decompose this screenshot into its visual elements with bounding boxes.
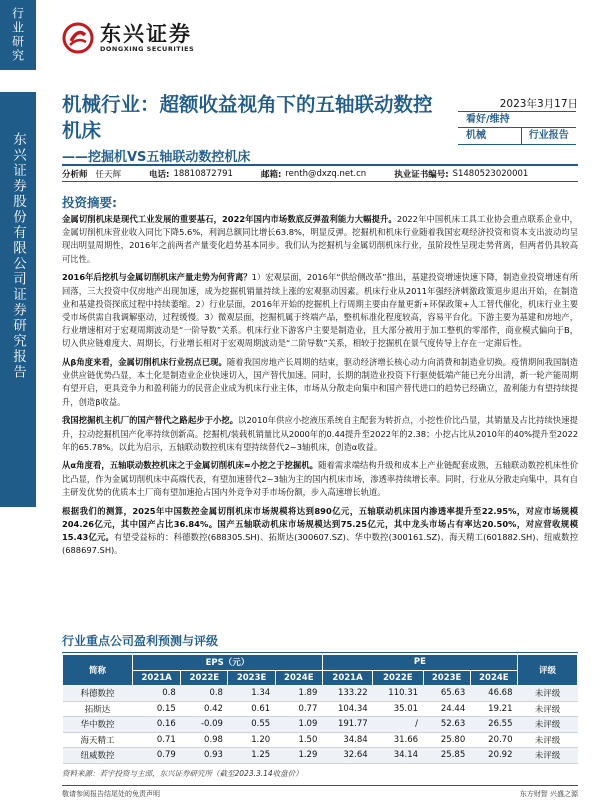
logo-cn-text: 东兴证券 [100, 22, 192, 46]
col-header-year: 2021A [133, 670, 181, 686]
forecast-table-heading: 行业重点公司盈利预测与评级 [62, 632, 578, 653]
footer-slogan: 东方财智 兴盛之源 [519, 790, 578, 798]
rating-cell: 未评级 [518, 686, 578, 702]
analyst-email: renth@dxzq.net.cn [285, 168, 367, 179]
value-cell: 1.89 [275, 686, 322, 702]
col-header-year: 2022E [181, 670, 228, 686]
company-name-cell: 科德数控 [63, 686, 133, 702]
value-cell: 0.71 [156, 734, 176, 745]
value-cell: 1.20 [251, 734, 271, 745]
value-cell: 25.85 [423, 748, 470, 764]
value-cell: 0.42 [204, 703, 223, 714]
value-cell: 24.44 [440, 703, 466, 714]
analyst-name: 任天辉 [95, 169, 122, 180]
report-subtitle: ——挖掘机VS五轴联动数控机床 [62, 150, 251, 165]
tag-industry: 机械 [458, 128, 522, 144]
col-header-pe: PE [322, 655, 517, 671]
value-cell: -0.09 [181, 717, 228, 733]
value-cell: 26.55 [470, 717, 517, 733]
company-logo [62, 22, 194, 54]
summary-paragraph: 金属切削机床是现代工业发展的重要基石，2022年国内市场数底反弹盈利能力大幅提升。2022年中国机床工具工业协会重点联系企业中，金属切削机床营业收入同比下降5.6%，利润总额同比增长63.8%，明显反弹。挖掘机和机床行业随着我国宏观经济投资和资本支出波动均呈现出明显周期性，2016年之前两者产量变化趋势基本同步。我们认为挖掘机与金属切削机床行业，虽阶段性呈现走势背离，但两者仍具较高可比性。 [62, 214, 578, 264]
sidebar-report-type: 行业研究 [0, 0, 36, 70]
rating-cell: 未评级 [518, 717, 578, 733]
col-header-year: 2021A [322, 670, 372, 686]
table-row [63, 701, 578, 717]
value-cell: 1.50 [298, 734, 318, 745]
report-date: 2023年3月17日 [499, 98, 578, 110]
analyst-bar [62, 164, 578, 182]
value-cell: 104.34 [337, 703, 368, 714]
value-cell: 35.01 [393, 703, 419, 714]
forecast-table [62, 654, 578, 764]
summary-paragraph: 2016年后挖机与金属切削机床产量走势为何背离？1）宏观层面，2016年“供给侧改革”推出，基建投资增速快速下降，制造业投资增速有所回落，三大投资中仅房地产出现加速，成为挖掘机销量持续上涨的宏观驱动因素。机床行业从2011年强经济刺激政策退步退出开始，在制造业和基建投资探底过程中持续萎缩。2）行业层面，2016年开始的挖掘机上行周期主要由存量更新+环保政策+人工替代催化，机床行业主要受市场供需自我调解驱动，过程缓慢。3）微观层面，挖掘机属于终端产品，整机标准化程度较高，容易平台化。下游主要为基建和房地产，行业增速相对于宏观周期波动是“一阶导数”关系。机床行业下游客户主要是制造业，且大部分被用于加工整机的零部件，商业模式偏向于B，切入供应链难度大、周期长，行业增长相对于宏观周期波动是“二阶导数”关系，相较于挖掘机在景气度传导上存在一定滞后性。 [62, 272, 578, 349]
value-cell: 34.14 [373, 748, 423, 764]
summary-heading: 投资摘要: [62, 195, 117, 210]
summary-paragraph: 根据我们的测算，2025年中国数控金属切削机床市场规模将达到890亿元，五轴联动机床国内渗透率提升至22.95%，对应市场规模204.26亿元，其中国产占比36.84%。国产五轴联动机床市场规模达到75.25亿元，其中龙头市场占有率达20.50%，对应营收规模15.43亿元。有望受益标的：科德数控(688305.SH)、拓斯达(300607.SZ)、华中数控(300161.SZ)、海天精工(601882.SH)、纽威数控(688697.SH)。 [62, 505, 578, 556]
value-cell: / [373, 717, 423, 733]
value-cell: 0.61 [251, 703, 271, 714]
value-cell: 0.55 [228, 717, 275, 733]
value-cell: 52.63 [423, 717, 470, 733]
value-cell: 110.31 [373, 686, 423, 702]
summary-paragraph: 从β角度来看，金属切削机床行业拐点已现。随着我国房地产长周期的结束，驱动经济增长核心动力向消费和制造业切换。疫情期间我国制造业供应链优势凸显，本土化是制造业企业快速切入，国产替代加速。同时，长期的制造业投资下行驱使低端产能已充分出清，新一轮产能周期有望开启，更具竞争力和盈利能力的民营企业成为机床行业主体，市场从分散走向集中和国产替代进口的趋势已经确立，盈利能力有望持续提升，创造β收益。 [62, 357, 578, 407]
col-header-year: 2022E [373, 670, 423, 686]
value-cell: 0.98 [204, 734, 223, 745]
value-cell: 25.80 [440, 734, 466, 745]
value-cell: 191.77 [322, 717, 372, 733]
value-cell: 0.79 [133, 748, 181, 764]
value-cell: 31.66 [393, 734, 419, 745]
analyst-phone: 18810872791 [173, 168, 233, 179]
rating-box [458, 111, 576, 145]
value-cell: 1.34 [228, 686, 275, 702]
col-header-eps: EPS（元） [133, 655, 323, 671]
value-cell: 0.16 [133, 717, 181, 733]
company-name-cell: 纽威数控 [63, 748, 133, 764]
logo-emblem-icon [62, 22, 94, 54]
rating-cell: 未评级 [518, 748, 578, 764]
value-cell: 20.92 [470, 748, 517, 764]
value-cell: 46.68 [470, 686, 517, 702]
summary-paragraph: 我国挖掘机主机厂的国产替代之路起步于小挖。以2010年供应小挖液压系统自主配套为转折点，小挖性价比凸显，其销量及占比持续快速提升，拉动挖掘机国产化率持续创新高。挖掘机/装载机销量比从2000年的0.44提升至2022年的2.38；小挖占比从2010年的40%提升至2022年的65.78%。以此为启示，五轴联动数控机床有望持续替代2~3轴机床，创造α收益。 [62, 415, 579, 452]
analyst-license: S1480523020001 [452, 168, 529, 179]
col-header-name: 简称 [63, 655, 133, 686]
table-source-note: 资料来源：若宇投资与主部，东兴证券研究所（截至2023.3.14收盘价） [62, 769, 303, 778]
table-row [63, 732, 578, 748]
sidebar-company-label: 东兴证券股份有限公司证券研究报告 [0, 92, 36, 507]
value-cell: 1.09 [275, 717, 322, 733]
value-cell: 0.77 [298, 703, 318, 714]
rating-label: 看好/维持 [466, 114, 510, 125]
logo-en-text: DONGXING SECURITIES [100, 45, 195, 53]
tag-report-type: 行业报告 [528, 130, 569, 141]
value-cell: 65.63 [423, 686, 470, 702]
email-label: 邮箱: [260, 169, 282, 180]
col-header-year: 2024E [470, 670, 517, 686]
value-cell: 0.8 [181, 686, 228, 702]
license-label: 执业证书编号: [394, 169, 449, 180]
table-row [63, 686, 578, 702]
value-cell: 1.29 [275, 748, 322, 764]
report-title: 机械行业：超额收益视角下的五轴联动数控机床 [62, 93, 433, 142]
phone-label: 电话: [149, 169, 170, 180]
analyst-role: 分析师 [62, 169, 88, 180]
value-cell: 0.93 [181, 748, 228, 764]
value-cell: 20.70 [488, 734, 513, 745]
value-cell: 0.15 [156, 703, 176, 714]
summary-paragraph: 从α角度看，五轴联动数控机床之于金属切削机床≈小挖之于挖掘机。随着需求端结构升级和成本上产业链配套成熟，五轴联动数控机床性价比凸显，作为金属切削机床中高端代表，有望加速替代2~3轴为主的国内机床市场，渗透率持续增长率。同时，行业从分散走向集中，具有自主研发优势的优质本土厂商有望加速抢占国内外竞争对手市场份额，步入高速增长轨道。 [62, 460, 578, 497]
company-name-cell: 华中数控 [63, 717, 133, 733]
value-cell: 32.64 [322, 748, 372, 764]
rating-cell: 未评级 [534, 735, 561, 746]
value-cell: 34.84 [343, 734, 368, 745]
col-header-year: 2023E [423, 670, 470, 686]
page-footer [62, 785, 578, 799]
col-header-year: 2024E [275, 670, 322, 686]
col-header-year: 2023E [228, 670, 275, 686]
footer-disclaimer: 敬请参阅报告结尾处的免责声明 [62, 790, 160, 798]
table-row [63, 717, 578, 733]
value-cell: 1.25 [228, 748, 275, 764]
company-name-cell: 拓斯达 [84, 704, 111, 715]
value-cell: 0.8 [133, 686, 181, 702]
rating-cell: 未评级 [534, 704, 561, 715]
col-header-rating: 评级 [518, 655, 578, 686]
value-cell: 19.21 [488, 703, 513, 714]
table-row [63, 748, 578, 764]
summary-body [62, 213, 578, 563]
company-name-cell: 海天精工 [80, 735, 115, 746]
value-cell: 133.22 [322, 686, 372, 702]
